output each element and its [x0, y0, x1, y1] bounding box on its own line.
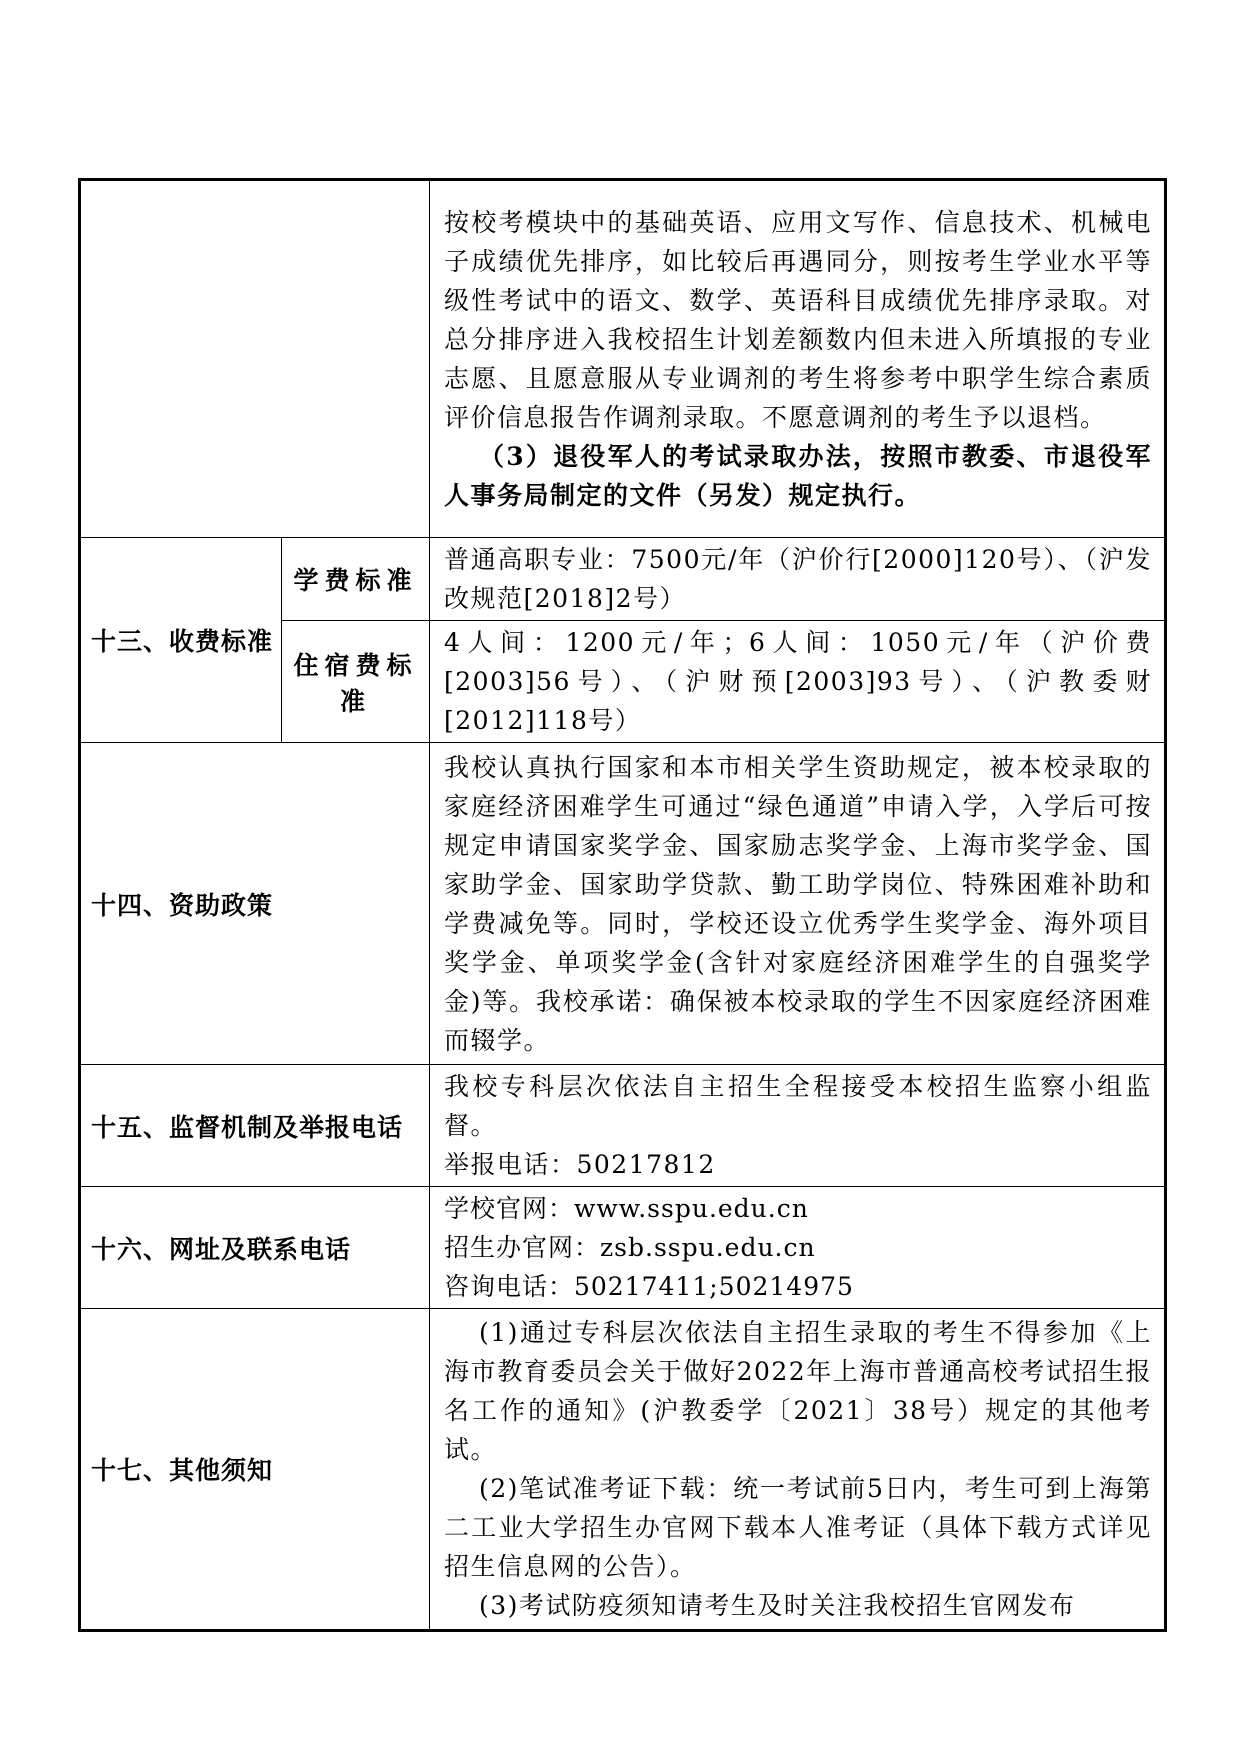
row-contact — [80, 1187, 1166, 1309]
dorm-fee-text: 4人间：1200元/年；6人间：1050元/年（沪价费[2003]56号）、（沪财预[2003]93号）、（沪教委财[2012]118号） — [430, 621, 1166, 743]
note-item: (1)通过专科层次依法自主招生录取的考生不得参加《上海市教育委员会关于做好2022年上海市普通高校考试招生报名工作的通知》(沪教委学〔2021〕38号）规定的其他考试。 — [444, 1318, 1152, 1464]
supervision-text: 我校专科层次依法自主招生全程接受本校招生监察小组监督。 — [444, 1072, 1152, 1140]
supervision-content — [430, 1065, 1166, 1187]
row-tuition — [80, 538, 1166, 621]
contact-content — [430, 1187, 1166, 1309]
report-phone: 举报电话：50217812 — [444, 1150, 716, 1179]
school-website: 学校官网：www.sspu.edu.cn — [444, 1194, 809, 1223]
other-notes-content — [430, 1309, 1166, 1631]
fee-standard-label: 十三、收费标准 — [80, 538, 282, 743]
continued-content-cell — [430, 180, 1166, 538]
continued-paragraph: 按校考模块中的基础英语、应用文写作、信息技术、机械电子成绩优先排序，如比较后再遇同分，则按考生学业水平等级性考试中的语文、数学、英语科目成绩优先排序录取。对总分排序进入我校招生计划差额数内但未进入所填报的专业志愿、且愿意服从专业调剂的考生将参考中职学生综合素质评价信息报告作调剂录取。不愿意调剂的考生予以退档。 — [444, 208, 1152, 432]
note-item: (2)笔试准考证下载：统一考试前5日内，考生可到上海第二工业大学招生办官网下载本人准考证（具体下载方式详见招生信息网的公告）。 — [444, 1474, 1152, 1581]
info-table — [78, 178, 1167, 1632]
row-supervision — [80, 1065, 1166, 1187]
other-notes-label: 十七、其他须知 — [80, 1309, 430, 1631]
aid-policy-text: 我校认真执行国家和本市相关学生资助规定，被本校录取的家庭经济困难学生可通过“绿色通道”申请入学，入学后可按规定申请国家奖学金、国家励志奖学金、上海市奖学金、国家助学金、国家助学贷款、勤工助学岗位、特殊困难补助和学费减免等。同时，学校还设立优秀学生奖学金、海外项目奖学金、单项奖学金(含针对家庭经济困难学生的自强奖学金)等。我校承诺：确保被本校录取的学生不因家庭经济困难而辍学。 — [430, 743, 1166, 1065]
row-continued — [80, 180, 1166, 538]
supervision-label: 十五、监督机制及举报电话 — [80, 1065, 430, 1187]
row-other-notes — [80, 1309, 1166, 1631]
inquiry-phone: 咨询电话：50217411;50214975 — [444, 1272, 854, 1301]
dorm-fee-label: 住宿费标准 — [282, 621, 430, 743]
tuition-label: 学费标准 — [282, 538, 430, 621]
note-item: (3)考试防疫须知请考生及时关注我校招生官网发布 — [479, 1591, 1076, 1620]
row-aid-policy — [80, 743, 1166, 1065]
tuition-text: 普通高职专业：7500元/年（沪价行[2000]120号）、（沪发改规范[2018]2号） — [430, 538, 1166, 621]
contact-label: 十六、网址及联系电话 — [80, 1187, 430, 1309]
empty-label-cell — [80, 180, 430, 538]
admission-website: 招生办官网：zsb.sspu.edu.cn — [444, 1233, 816, 1262]
aid-policy-label: 十四、资助政策 — [80, 743, 430, 1065]
veteran-paragraph: （3）退役军人的考试录取办法，按照市教委、市退役军人事务局制定的文件（另发）规定执行。 — [444, 442, 1152, 510]
